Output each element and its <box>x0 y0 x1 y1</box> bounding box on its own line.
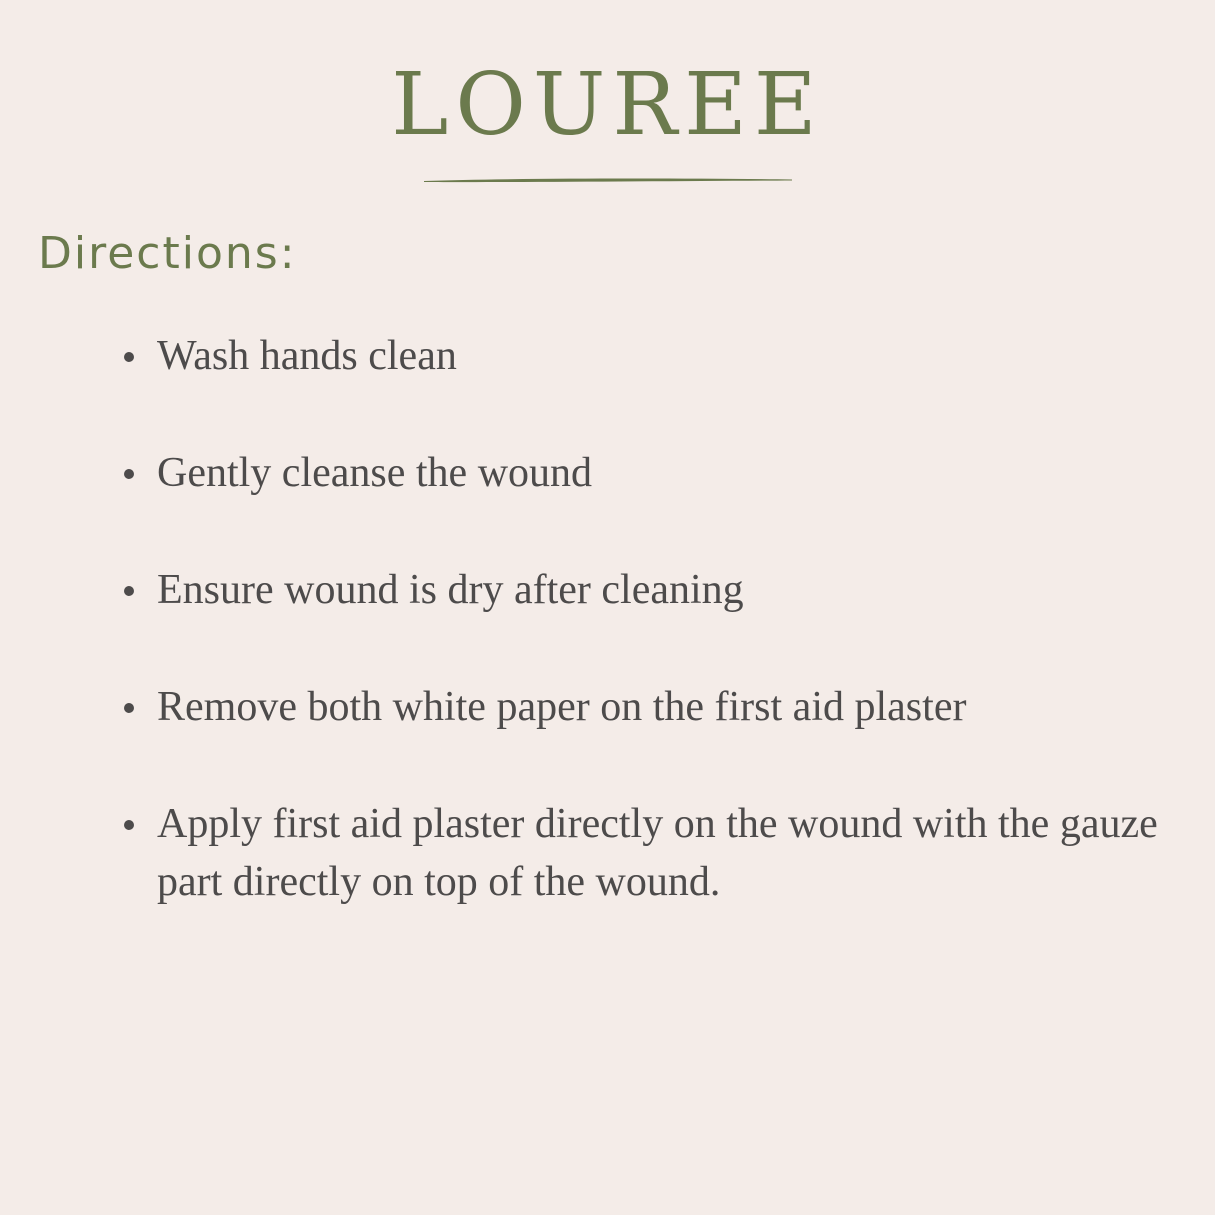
step-text: Ensure wound is dry after cleaning <box>157 567 744 613</box>
directions-heading: Directions: <box>38 228 297 279</box>
brand-underline <box>422 176 794 184</box>
step-text: Remove both white paper on the first aid plaster <box>157 684 967 730</box>
step-text: Gently cleanse the wound <box>157 450 593 496</box>
list-item <box>120 444 1180 502</box>
list-item <box>120 561 1180 619</box>
step-text: Wash hands clean <box>157 333 457 379</box>
bullet-icon <box>124 469 134 479</box>
list-item <box>120 678 1180 736</box>
bullet-icon <box>124 703 134 713</box>
step-text: Apply first aid plaster directly on the wound with the gauze part directly on top of the wound. <box>157 801 1158 905</box>
bullet-icon <box>124 352 134 362</box>
list-item <box>120 327 1180 385</box>
bullet-icon <box>124 820 134 830</box>
directions-list <box>120 327 1180 970</box>
brand-logo: LOUREE <box>391 55 824 155</box>
bullet-icon <box>124 586 134 596</box>
list-item <box>120 795 1180 911</box>
